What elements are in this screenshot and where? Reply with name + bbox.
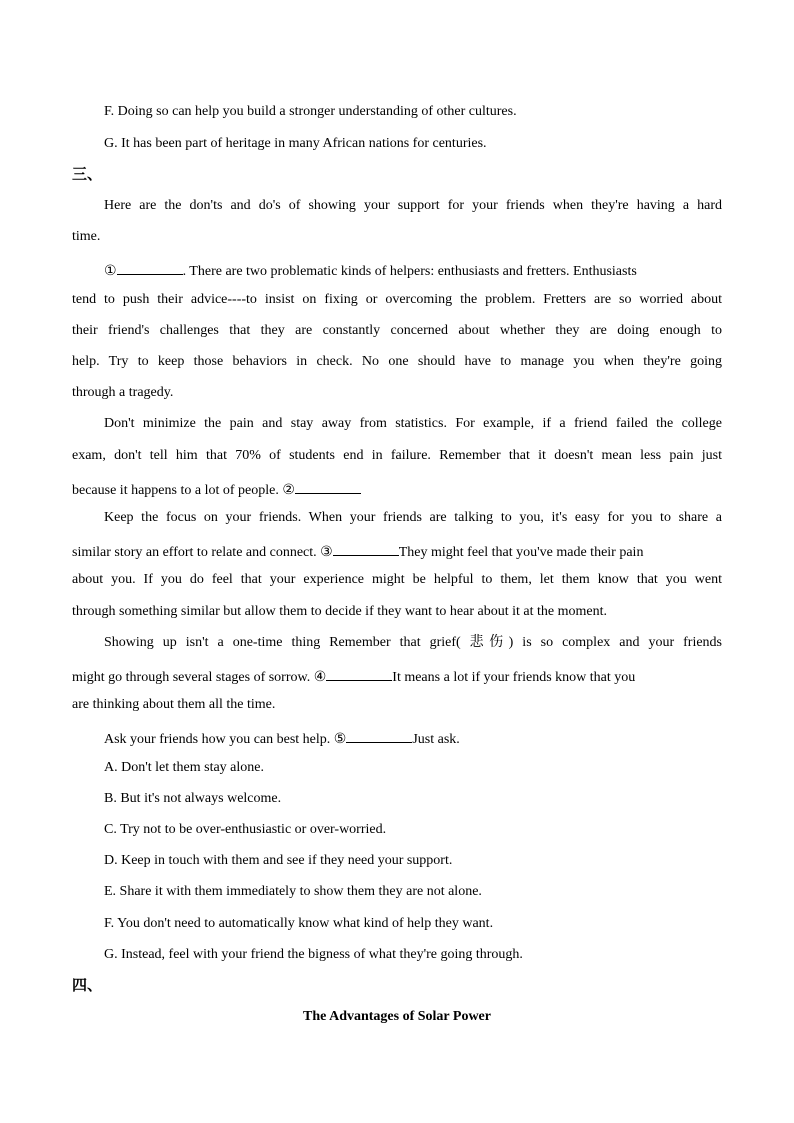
paragraph-1-line-4: help. Try to keep those behaviors in check. No one should have to manage you when they're going: [72, 354, 722, 369]
paragraph-5-text-a: Ask your friends how you can best help.: [104, 732, 331, 747]
paragraph-1-line-2: tend to push their advice----to insist on fixing or overcoming the problem. Fretters are so worried about: [72, 292, 722, 307]
blank-4-number: ④: [313, 669, 327, 685]
section-4-marker: 四、: [72, 976, 103, 994]
paragraph-4-line-1: Showing up isn't a one-time thing Remember that grief( 悲伤) is so complex and your friends: [104, 635, 722, 650]
paragraph-5-text-b: Just ask.: [412, 732, 460, 747]
paragraph-2-text: because it happens to a lot of people.: [72, 483, 279, 498]
paragraph-3-text-a: similar story an effort to relate and connect.: [72, 545, 317, 560]
option-f: F. You don't need to automatically know what kind of help they want.: [104, 916, 494, 931]
paragraph-3-line-3: about you. If you do feel that your experience might be helpful to them, let them know that you went: [72, 572, 722, 587]
paragraph-2-line-3: [72, 478, 361, 500]
paragraph-1-line-1: [104, 259, 722, 281]
blank-1[interactable]: [117, 259, 183, 275]
paragraph-1-text: . There are two problematic kinds of helpers: enthusiasts and fretters. Enthusiasts: [182, 264, 637, 279]
paragraph-1-line-5: through a tragedy.: [72, 385, 174, 400]
paragraph-4-text-b: It means a lot if your friends know that you: [392, 670, 636, 685]
option-c: C. Try not to be over-enthusiastic or over-worried.: [104, 822, 387, 837]
paragraph-1-line-3: their friend's challenges that they are constantly concerned about whether they are doing enough to: [72, 323, 722, 338]
paragraph-2-line-2: exam, don't tell him that 70% of students end in failure. Remember that it doesn't mean less pain just: [72, 448, 722, 463]
blank-2-number: ②: [282, 482, 295, 498]
option-a: A. Don't let them stay alone.: [104, 760, 264, 775]
intro-line-1: Here are the don'ts and do's of showing your support for your friends when they're having a hard: [104, 198, 722, 213]
paragraph-5-line-1: [104, 727, 460, 749]
blank-3-number: ③: [320, 544, 333, 560]
blank-1-number: ①: [104, 263, 117, 279]
passage-title: The Advantages of Solar Power: [303, 1009, 491, 1024]
option-e: E. Share it with them immediately to show them they are not alone.: [104, 884, 482, 899]
blank-5[interactable]: [346, 727, 412, 743]
intro-line-2: time.: [72, 229, 101, 244]
option-b: B. But it's not always welcome.: [104, 791, 282, 806]
paragraph-2-line-1: Don't minimize the pain and stay away from statistics. For example, if a friend failed the college: [104, 416, 722, 431]
paragraph-3-line-2: [72, 540, 722, 562]
section-3-marker: 三、: [72, 165, 103, 183]
blank-2[interactable]: [295, 478, 361, 494]
paragraph-3-text-b: They might feel that you've made their pain: [398, 545, 644, 560]
option-d: D. Keep in touch with them and see if they need your support.: [104, 853, 453, 868]
paragraph-4-text-a: might go through several stages of sorrow.: [72, 670, 311, 685]
paragraph-4-line-3: are thinking about them all the time.: [72, 697, 276, 712]
paragraph-4-line-2: [72, 665, 722, 687]
blank-5-number: ⑤: [333, 731, 347, 747]
blank-4[interactable]: [326, 665, 392, 681]
blank-3[interactable]: [333, 540, 399, 556]
option-g-prev: G. It has been part of heritage in many African nations for centuries.: [104, 136, 487, 151]
option-g: G. Instead, feel with your friend the bigness of what they're going through.: [104, 947, 523, 962]
option-f-prev: F. Doing so can help you build a stronger understanding of other cultures.: [104, 104, 517, 119]
paragraph-3-line-4: through something similar but allow them to decide if they want to hear about it at the moment.: [72, 604, 607, 619]
paragraph-3-line-1: Keep the focus on your friends. When your friends are talking to you, it's easy for you to share a: [104, 510, 722, 525]
